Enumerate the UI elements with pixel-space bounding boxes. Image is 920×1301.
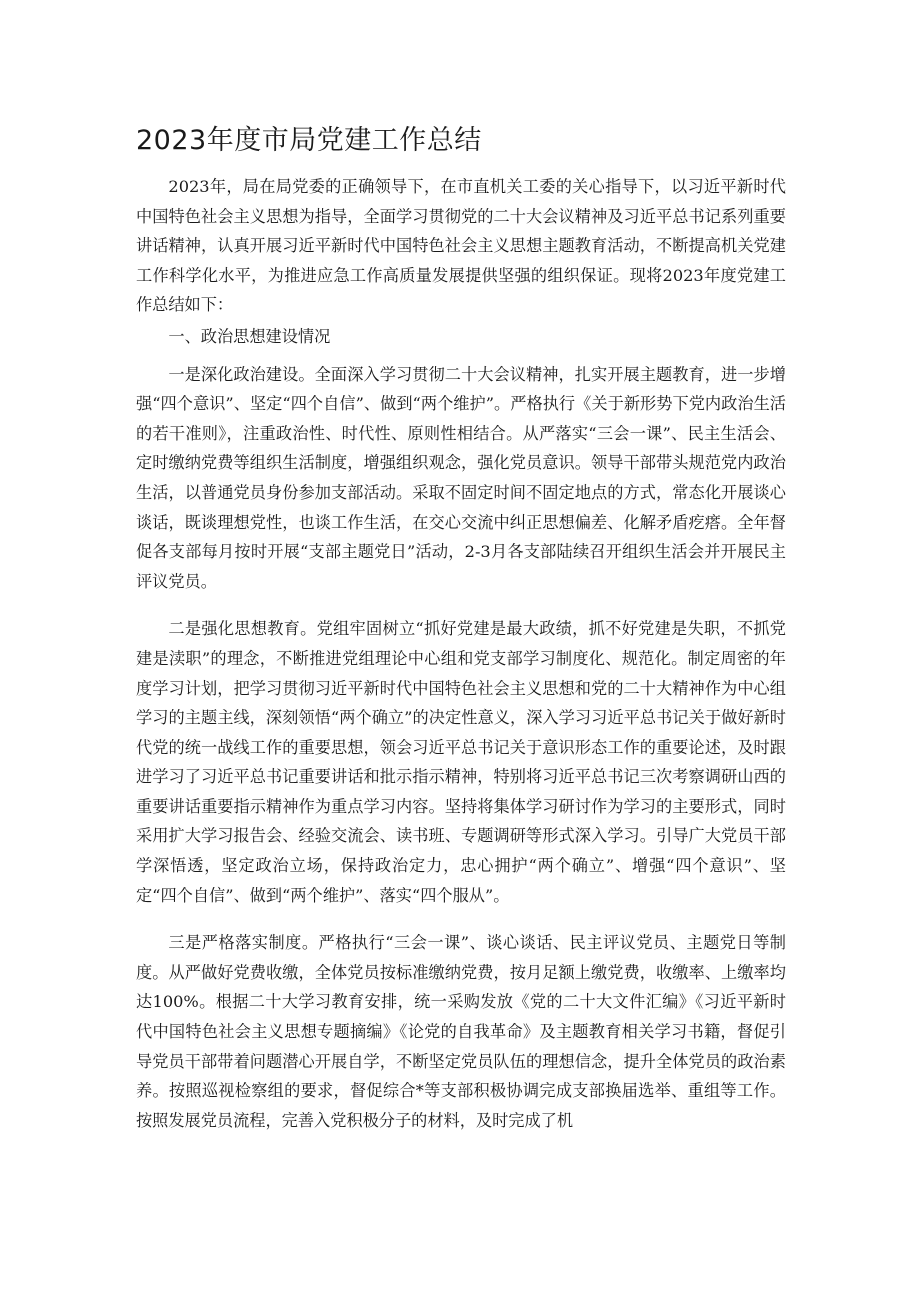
- paragraph-system-implementation: 三是严格落实制度。严格执行“三会一课”、谈心谈话、民主评议党员、主题党日等制度。从严做好党费收缴，全体党员按标准缴纳党费，按月足额上缴党费，收缴率、上缴率均达100%。根据二十大学习教育安排，统一采购发放《党的二十大文件汇编》《习近平新时代中国特色社会主义思想专题摘编》《论党的自我革命》及主题教育相关学习书籍，督促引导党员干部带着问题潜心开展自学，不断坚定党员队伍的理想信念，提升全体党员的政治素养。按照巡视检察组的要求，督促综合*等支部积极协调完成支部换届选举、重组等工作。按照发展党员流程，完善入党积极分子的材料，及时完成了机: [136, 933, 786, 1130]
- section-heading-political-ideology: 一、政治思想建设情况: [168, 326, 331, 346]
- document-body: [136, 172, 786, 1135]
- intro-paragraph: 2023年，局在局党委的正确领导下，在市直机关工委的关心指导下，以习近平新时代中国特色社会主义思想为指导，全面学习贯彻党的二十大会议精神及习近平总书记系列重要讲话精神，认真开展习近平新时代中国特色社会主义思想主题教育活动，不断提高机关党建工作科学化水平，为推进应急工作高质量发展提供坚强的组织保证。现将2023年度党建工作总结如下：: [136, 177, 786, 315]
- document-title: 2023年度市局党建工作总结: [136, 125, 482, 156]
- paragraph-ideological-education: 二是强化思想教育。党组牢固树立“抓好党建是最大政绩，抓不好党建是失职，不抓党建是渎职”的理念，不断推进党组理论中心组和党支部学习制度化、规范化。制定周密的年度学习计划，把学习贯彻习近平新时代中国特色社会主义思想和党的二十大精神作为中心组学习的主题主线，深刻领悟“两个确立”的决定性意义，深入学习习近平总书记关于做好新时代党的统一战线工作的重要思想，领会习近平总书记关于意识形态工作的重要论述，及时跟进学习了习近平总书记重要讲话和批示指示精神，特别将习近平总书记三次考察调研山西的重要讲话重要指示精神作为重点学习内容。坚持将集体学习研讨作为学习的主要形式，同时采用扩大学习报告会、经验交流会、读书班、专题调研等形式深入学习。引导广大党员干部学深悟透，坚定政治立场，保持政治定力，忠心拥护“两个确立”、增强“四个意识”、坚定“四个自信”、做到“两个维护”、落实“四个服从”。: [136, 619, 786, 905]
- paragraph-political-construction: 一是深化政治建设。全面深入学习贯彻二十大会议精神，扎实开展主题教育，进一步增强“四个意识”、坚定“四个自信”、做到“两个维护”。严格执行《关于新形势下党内政治生活的若干准则》，注重政治性、时代性、原则性相结合。从严落实“三会一课”、民主生活会、定时缴纳党费等组织生活制度，增强组织观念，强化党员意识。领导干部带头规范党内政治生活，以普通党员身份参加支部活动。采取不固定时间不固定地点的方式，常态化开展谈心谈话，既谈理想党性，也谈工作生活，在交心交流中纠正思想偏差、化解矛盾疙瘩。全年督促各支部每月按时开展“支部主题党日”活动，2-3月各支部陆续召开组织生活会并开展民主评议党员。: [136, 364, 786, 591]
